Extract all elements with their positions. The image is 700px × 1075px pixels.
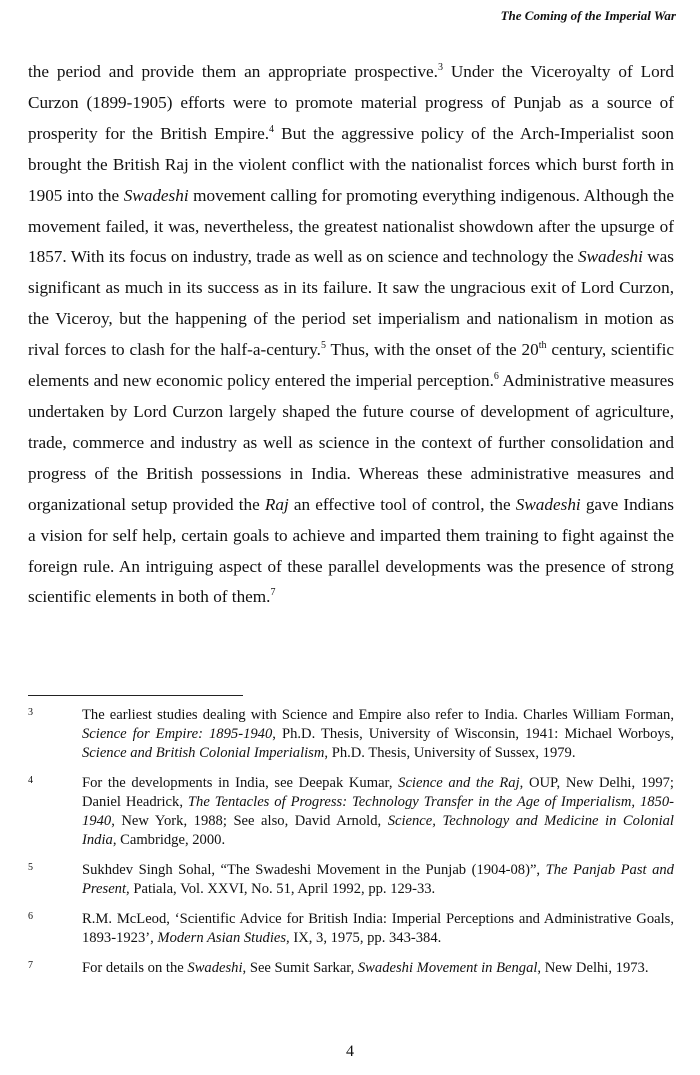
italic-text: Swadeshi Movement in Bengal bbox=[357, 960, 538, 976]
footnote-separator bbox=[28, 695, 243, 696]
footnote-number: 4 bbox=[28, 775, 33, 786]
footnote-ref: 7 bbox=[270, 587, 276, 599]
italic-text: The Panjab Past and Present bbox=[82, 862, 674, 897]
footnote-ref: 5 bbox=[320, 340, 326, 352]
footnote-ref: th bbox=[538, 340, 547, 352]
text-run: , New Delhi, 1973. bbox=[537, 960, 649, 976]
text-run: For the developments in India, see Deepak Kumar, bbox=[82, 775, 399, 791]
text-run: R.M. McLeod, ‘Scientific Advice for British India: Imperial Perceptions and Administrative Goals, 1893-1923’, bbox=[82, 911, 674, 946]
text-run: century, scientific elements and new economic policy entered the imperial perception. bbox=[28, 340, 674, 391]
footnote bbox=[28, 774, 674, 850]
text-run: , OUP, New Delhi, 1997; Daniel Headrick, bbox=[82, 775, 674, 810]
footnote bbox=[28, 910, 674, 948]
text-run: Under the Viceroyalty of Lord Curzon (1899-1905) efforts were to promote material progress of Punjab as a source of prosperity for the British Empire. bbox=[28, 62, 675, 143]
italic-text: Science, Technology and Medicine in Colonial India bbox=[82, 813, 674, 848]
italic-text: Swadeshi bbox=[577, 247, 643, 267]
text-run: , Ph.D. Thesis, University of Wisconsin, 1941: Michael Worboys, bbox=[272, 726, 674, 742]
text-run: , Patiala, Vol. XXVI, No. 51, April 1992, pp. 129-33. bbox=[126, 881, 436, 897]
italic-text: Science and the Raj bbox=[398, 775, 520, 791]
text-run: an effective tool of control, the bbox=[288, 494, 516, 514]
text-run: , See Sumit Sarkar, bbox=[242, 960, 358, 976]
running-header: The Coming of the Imperial War bbox=[500, 8, 676, 23]
text-run: Administrative measures undertaken by Lord Curzon largely shaped the future course of development of agriculture, trade, commerce and industry as well as science in the context of further consolidation and progress of the British possessions in India. Whereas these administrative measures and organizational setup provided the bbox=[28, 371, 674, 514]
footnote bbox=[28, 706, 674, 763]
text-run: , Cambridge, 2000. bbox=[112, 832, 226, 848]
italic-text: Modern Asian Studies bbox=[157, 930, 287, 946]
body-paragraph bbox=[28, 57, 674, 613]
footnotes bbox=[28, 706, 674, 989]
text-run: Sukhdev Singh Sohal, “The Swadeshi Movement in the Punjab (1904-08)”, bbox=[82, 862, 546, 878]
text-run: , IX, 3, 1975, pp. 343-384. bbox=[286, 930, 442, 946]
footnote-text bbox=[82, 862, 674, 897]
italic-text: Raj bbox=[264, 494, 289, 514]
footnote-text bbox=[82, 775, 674, 848]
footnote-text bbox=[82, 960, 648, 976]
italic-text: Science and British Colonial Imperialism bbox=[82, 745, 325, 761]
italic-text: Science for Empire: 1895-1940 bbox=[82, 726, 273, 742]
footnote-text bbox=[82, 911, 674, 946]
text-run: The earliest studies dealing with Science and Empire also refer to India. Charles William Forman, bbox=[82, 707, 674, 723]
text-run: But the aggressive policy of the Arch-Imperialist soon brought the British Raj in the violent conflict with the nationalist forces which burst forth in 1905 into the bbox=[28, 123, 674, 205]
footnote-number: 7 bbox=[28, 960, 33, 971]
footnote-ref: 4 bbox=[269, 123, 275, 135]
footnote-number: 5 bbox=[28, 862, 33, 873]
italic-text: The Tentacles of Progress: Technology Transfer in the Age of Imperialism, 1850-1940 bbox=[82, 794, 674, 829]
text-run: For details on the bbox=[82, 960, 188, 976]
footnote-number: 3 bbox=[28, 707, 33, 718]
text-run: was significant as much in its success as in its failure. It saw the ungracious exit of Lord Curzon, the Viceroy, but the happening of the period set imperialism and nationalism in motion as rival forces to clash for the half-a-century. bbox=[28, 247, 675, 360]
text-run: the period and provide them an appropriate prospective. bbox=[28, 62, 438, 81]
footnote-ref: 3 bbox=[437, 62, 443, 73]
text-run: , Ph.D. Thesis, University of Sussex, 1979. bbox=[324, 745, 576, 761]
text-run: , New York, 1988; See also, David Arnold, bbox=[111, 813, 388, 829]
footnote-number: 6 bbox=[28, 911, 33, 922]
italic-text: Swadeshi bbox=[515, 494, 581, 514]
body-text bbox=[28, 57, 674, 613]
italic-text: Swadeshi bbox=[123, 185, 189, 205]
text-run: movement calling for promoting everything indigenous. Although the movement failed, it was, nevertheless, the greatest nationalist showdown after the upsurge of 1857. With its focus on industry, trade as well as on science and technology the bbox=[28, 185, 674, 267]
footnote bbox=[28, 959, 674, 978]
text-run: gave Indians a vision for self help, certain goals to achieve and imparted them training to fight against the foreign rule. An intriguing aspect of these parallel developments was the presence of strong scientific elements in both of them. bbox=[28, 494, 674, 607]
footnote bbox=[28, 861, 674, 899]
footnote-text bbox=[82, 707, 674, 761]
page-number: 4 bbox=[346, 1043, 354, 1060]
italic-text: Swadeshi bbox=[187, 960, 243, 976]
text-run: Thus, with the onset of the 20 bbox=[325, 340, 539, 360]
footnote-ref: 6 bbox=[493, 371, 499, 383]
